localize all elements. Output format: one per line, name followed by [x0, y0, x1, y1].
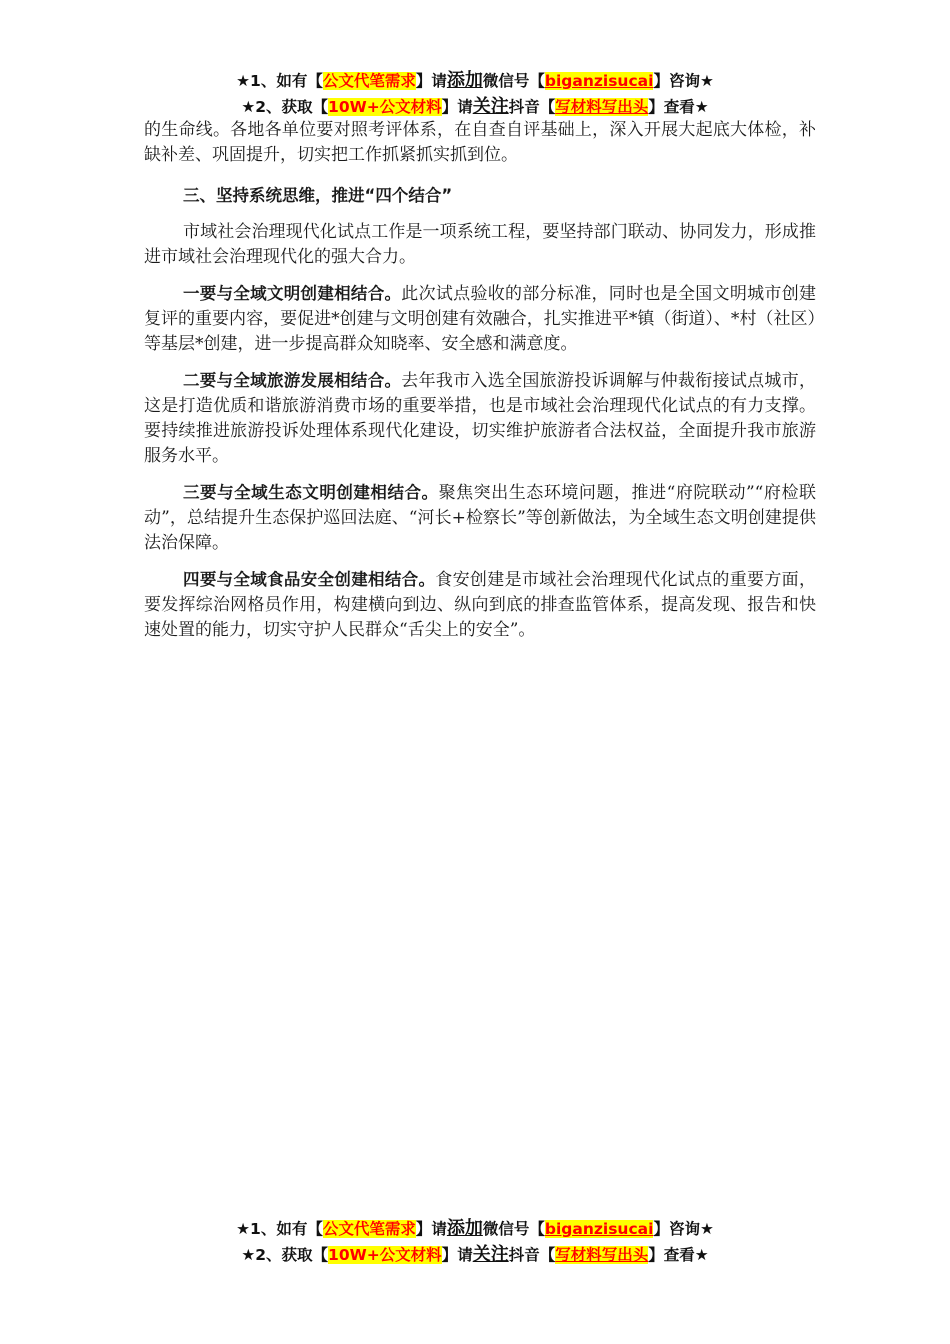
promo-footer-line-2-please: 】请 — [441, 1246, 473, 1264]
promo-footer-follow-emphasis: 关注 — [472, 1244, 509, 1265]
promo-ghostwriting-highlight: 公文代笔需求 — [322, 72, 416, 90]
point-food-safety-text: 食安创建是市域社会治理现代化试点的重要方面，要发挥综治网格员作用，构建横向到边、纵向到底的排查监管体系，提高发现、报告和快速处置的能力，切实守护人民群众“舌尖上的安全”。 — [144, 570, 817, 640]
promo-footer-line-1-please: 】请 — [415, 1220, 447, 1238]
promo-line-2-prefix: ★2、获取【 — [241, 98, 329, 116]
promo-line-1-wechat-label: 微信号【 — [482, 72, 545, 90]
promo-line-2-suffix: 】查看★ — [648, 98, 709, 116]
promo-line-1 — [0, 68, 950, 94]
promo-wechat-id: biganzisucai — [544, 72, 654, 90]
promo-header — [0, 68, 950, 120]
promo-footer-line-1 — [0, 1216, 950, 1242]
promo-follow-emphasis: 关注 — [472, 96, 509, 117]
promo-footer-wechat-id: biganzisucai — [544, 1220, 654, 1238]
promo-line-1-prefix: ★1、如有【 — [236, 72, 323, 90]
promo-footer-line-2 — [0, 1242, 950, 1268]
promo-line-1-please: 】请 — [415, 72, 447, 90]
continuation-paragraph: 的生命线。各地各单位要对照考评体系，在自查自评基础上，深入开展大起底大体检，补缺补差、巩固提升，切实把工作抓紧抓实抓到位。 — [144, 120, 816, 165]
promo-footer-line-1-suffix: 】咨询★ — [653, 1220, 714, 1238]
intro-paragraph: 市域社会治理现代化试点工作是一项系统工程，要坚持部门联动、协同发力，形成推进市域社会治理现代化的强大合力。 — [144, 222, 816, 267]
point-civilization-text: 此次试点验收的部分标准，同时也是全国文明城市创建复评的重要内容，要促进*创建与文明创建有效融合，扎实推进平*镇（街道）、*村（社区）等基层*创建，进一步提高群众知晓率、安全感和满意度。 — [144, 284, 817, 354]
document-body — [144, 118, 816, 654]
promo-footer-add-emphasis: 添加 — [446, 1218, 483, 1239]
point-tourism-lead: 二要与全域旅游发展相结合。 — [183, 371, 402, 390]
point-civilization-paragraph — [144, 281, 816, 357]
promo-footer-line-1-wechat-label: 微信号【 — [482, 1220, 545, 1238]
promo-line-2-please: 】请 — [441, 98, 473, 116]
promo-materials-highlight: 10W+公文材料 — [328, 98, 442, 116]
point-tourism-paragraph — [144, 368, 816, 469]
promo-footer-materials-highlight: 10W+公文材料 — [328, 1246, 442, 1264]
section-heading — [144, 183, 816, 209]
promo-footer-douyin-account: 写材料写出头 — [555, 1246, 649, 1264]
promo-footer-line-2-prefix: ★2、获取【 — [241, 1246, 329, 1264]
point-civilization-lead: 一要与全域文明创建相结合。 — [183, 284, 402, 303]
promo-footer — [0, 1216, 950, 1268]
point-tourism-text: 去年我市入选全国旅游投诉调解与仲裁衔接试点城市，这是打造优质和谐旅游消费市场的重要举措，也是市域社会治理现代化试点的有力支撑。要持续推进旅游投诉处理体系现代化建设，切实维护旅游者合法权益，全面提升我市旅游服务水平。 — [144, 371, 817, 466]
section-heading-text: 三、坚持系统思维，推进“四个结合” — [183, 186, 453, 205]
point-ecology-lead: 三要与全域生态文明创建相结合。 — [183, 483, 439, 502]
point-food-safety-lead: 四要与全域食品安全创建相结合。 — [183, 570, 436, 589]
point-ecology-paragraph — [144, 480, 816, 556]
promo-douyin-account: 写材料写出头 — [555, 98, 649, 116]
promo-footer-line-2-douyin-label: 抖音【 — [508, 1246, 556, 1264]
point-food-safety-paragraph — [144, 567, 816, 643]
promo-footer-line-1-prefix: ★1、如有【 — [236, 1220, 323, 1238]
promo-line-2 — [0, 94, 950, 120]
promo-line-1-suffix: 】咨询★ — [653, 72, 714, 90]
point-ecology-text: 聚焦突出生态环境问题，推进“府院联动”“府检联动”，总结提升生态保护巡回法庭、“河长+检察长”等创新做法，为全域生态文明创建提供法治保障。 — [144, 483, 816, 553]
promo-footer-ghostwriting-highlight: 公文代笔需求 — [322, 1220, 416, 1238]
promo-footer-line-2-suffix: 】查看★ — [648, 1246, 709, 1264]
promo-add-emphasis: 添加 — [446, 70, 483, 91]
promo-line-2-douyin-label: 抖音【 — [508, 98, 556, 116]
